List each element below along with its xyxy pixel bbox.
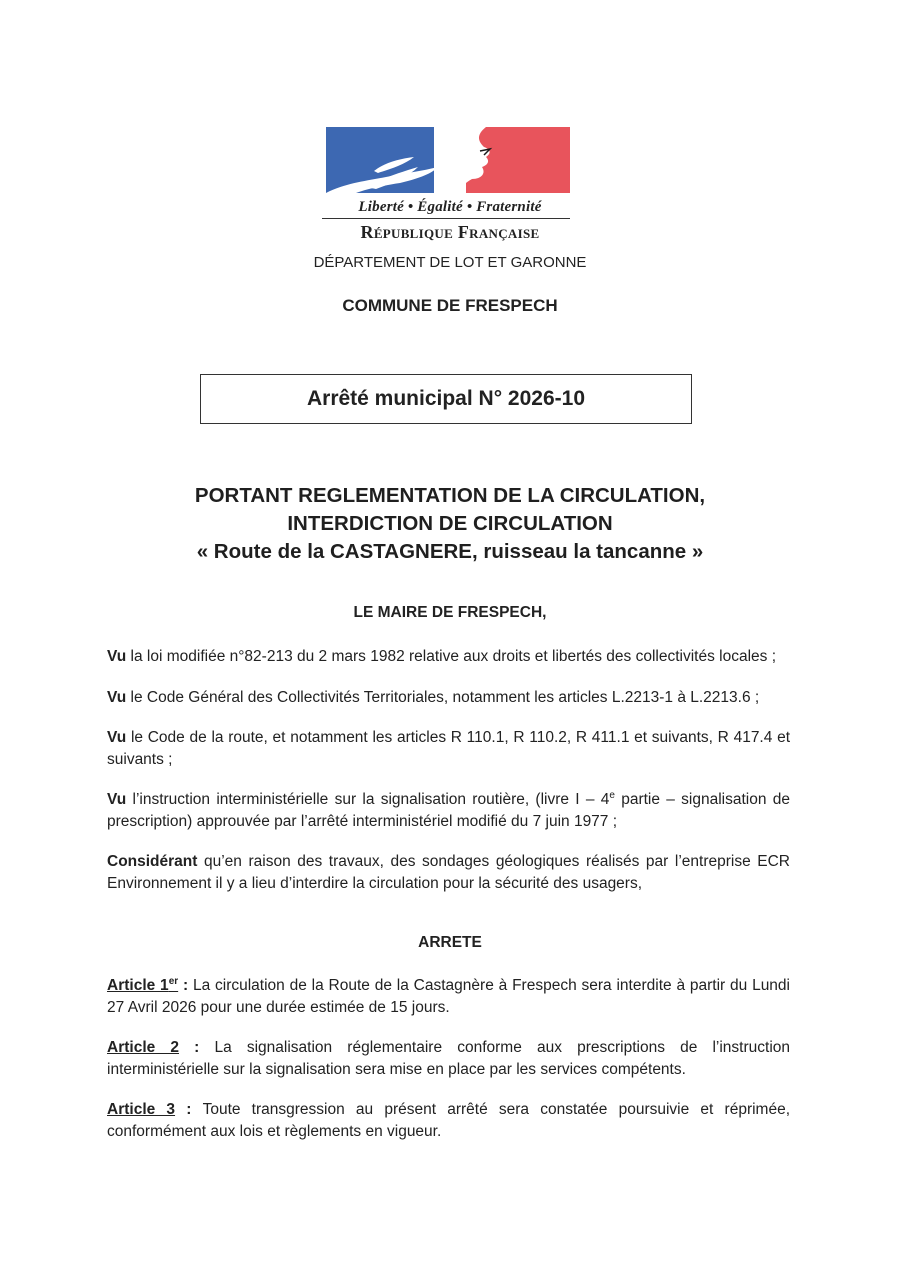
- consideration-text: qu’en raison des travaux, des sondages géologiques réalisés par l’entreprise ECR Environnement il y a lieu d’interdire la circulation pour la sécurité des usagers,: [107, 853, 790, 892]
- mayor-heading: LE MAIRE DE FRESPECH,: [353, 604, 547, 621]
- consideration-lead: Considérant: [107, 853, 198, 870]
- consideration-4: [107, 789, 790, 833]
- consideration-lead: Vu: [107, 729, 127, 746]
- title-line-3: « Route de la CASTAGNERE, ruisseau la tancanne »: [196, 540, 704, 563]
- article-separator: :: [179, 1039, 215, 1056]
- article-3: [107, 1099, 790, 1143]
- motto-divider: [322, 218, 570, 219]
- arrete-heading: ARRETE: [418, 934, 482, 951]
- consideration-2: [107, 687, 790, 709]
- article-text: La signalisation réglementaire conforme aux prescriptions de l’instruction interministérielle sur la signalisation sera mise en place par les services compétents.: [107, 1039, 791, 1078]
- department-name: DÉPARTEMENT DE LOT ET GARONNE: [313, 254, 587, 271]
- consideration-lead: Vu: [107, 791, 127, 808]
- consideration-text: la loi modifiée n°82-213 du 2 mars 1982 relative aux droits et libertés des collectivités locales ;: [126, 648, 777, 665]
- consideration-1: [107, 646, 790, 668]
- article-separator: :: [175, 1101, 203, 1118]
- article-text: Toute transgression au présent arrêté sera constatée poursuivie et réprimée, conformément aux lois et règlements en vigueur.: [107, 1101, 791, 1140]
- decree-title: [120, 482, 780, 566]
- consideration-lead: Vu: [107, 648, 127, 665]
- republic-motto: Liberté • Égalité • Fraternité: [358, 199, 542, 215]
- superscript: e: [609, 789, 615, 801]
- title-line-1: PORTANT REGLEMENTATION DE LA CIRCULATION,: [194, 484, 706, 507]
- article-separator: :: [178, 977, 193, 994]
- consideration-lead: Vu: [107, 689, 127, 706]
- article-label: Article 2: [107, 1039, 180, 1056]
- decree-number-box: [200, 374, 692, 424]
- commune-name: COMMUNE DE FRESPECH: [342, 296, 558, 315]
- article-2: [107, 1037, 790, 1081]
- consideration-text: le Code de la route, et notamment les articles R 110.1, R 110.2, R 411.1 et suivants, R 417.4 et suivants ;: [107, 729, 790, 768]
- consideration-text-cont: partie – signalisation de prescription) approuvée par l’arrêté interministériel modifié du 7 juin 1977 ;: [107, 791, 790, 830]
- republic-name: République Française: [360, 222, 540, 242]
- article-label: Article 1er: [107, 975, 179, 994]
- consideration-text: l’instruction interministérielle sur la signalisation routière, (livre I – 4: [126, 791, 610, 808]
- article-label: Article 3: [107, 1101, 176, 1118]
- consideration-5: [107, 851, 790, 895]
- decree-number: Arrêté municipal N° 2026-10: [306, 387, 585, 410]
- article-text: La circulation de la Route de la Castagnère à Frespech sera interdite à partir du Lundi 27 Avril 2026 pour une durée estimée de 15 jours.: [107, 977, 790, 1016]
- consideration-3: [107, 727, 790, 771]
- title-line-2: INTERDICTION DE CIRCULATION: [287, 512, 613, 535]
- marianne-logo: [326, 127, 570, 193]
- article-1: [107, 975, 790, 1019]
- consideration-text: le Code Général des Collectivités Territoriales, notamment les articles L.2213-1 à L.2213.6 ;: [126, 689, 760, 706]
